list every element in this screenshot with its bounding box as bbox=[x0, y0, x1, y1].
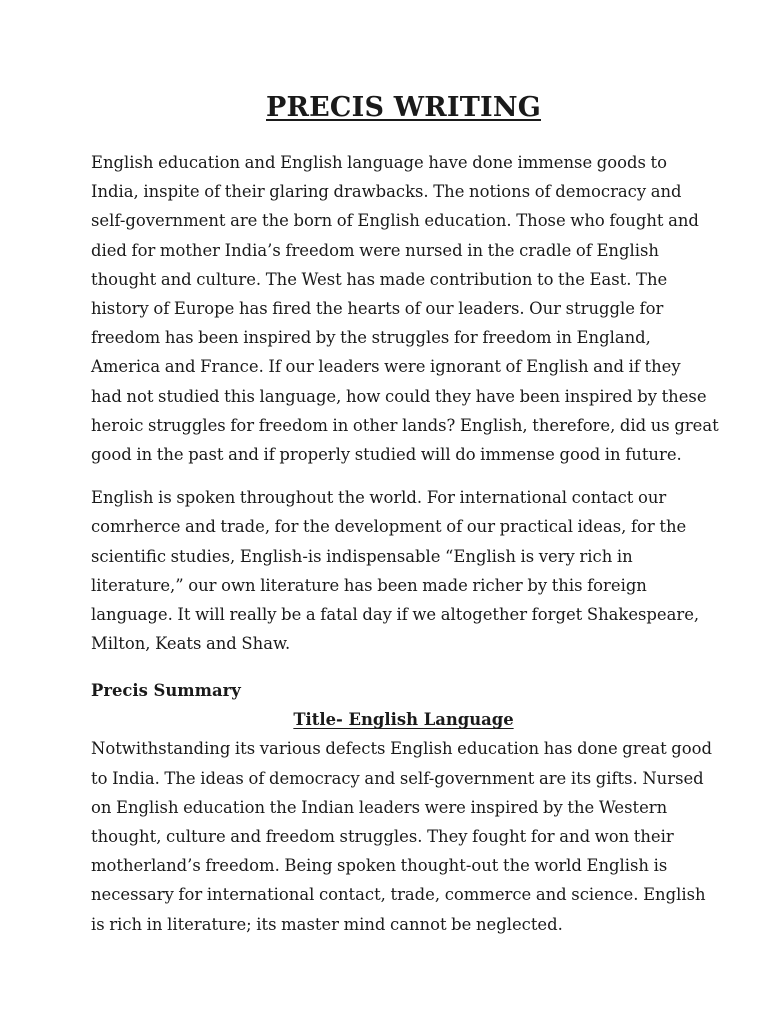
paragraph-line: language. It will really be a fatal day if we altogether forget Shakespeare, bbox=[91, 605, 700, 625]
paragraph-line: heroic struggles for freedom in other lands? English, therefore, did us great bbox=[91, 415, 719, 435]
paragraph-line: is rich in literature; its master mind cannot be neglected. bbox=[91, 914, 563, 934]
paragraph-line: good in the past and if properly studied will do immense good in future. bbox=[91, 445, 682, 465]
paragraph-line: India, inspite of their glaring drawbacks. The notions of democracy and bbox=[91, 182, 682, 202]
document-title: PRECIS WRITING bbox=[266, 92, 541, 123]
paragraph-line: on English education the Indian leaders were inspired by the Western bbox=[91, 797, 668, 817]
paragraph-line: Notwithstanding its various defects English education has done great good bbox=[91, 739, 713, 759]
paragraph-line: self-government are the born of English education. Those who fought and bbox=[91, 211, 699, 231]
paragraph-line: to India. The ideas of democracy and self-government are its gifts. Nursed bbox=[91, 768, 704, 788]
paragraph-line: thought, culture and freedom struggles. They fought for and won their bbox=[91, 827, 674, 847]
summary-title: Title- English Language bbox=[293, 710, 514, 730]
summary-heading: Precis Summary bbox=[91, 681, 241, 701]
paragraph-line: motherland’s freedom. Being spoken thought-out the world English is bbox=[91, 856, 668, 876]
paragraph-line: English is spoken throughout the world. For international contact our bbox=[91, 488, 667, 508]
paragraph-line: comrherce and trade, for the development of our practical ideas, for the bbox=[91, 517, 687, 537]
paragraph-line: America and France. If our leaders were ignorant of English and if they bbox=[91, 357, 681, 377]
paragraph-line: had not studied this language, how could they have been inspired by these bbox=[91, 386, 707, 406]
paragraph-line: history of Europe has fired the hearts of our leaders. Our struggle for bbox=[91, 299, 664, 319]
paragraph-1 bbox=[91, 148, 719, 469]
paragraph-2 bbox=[91, 483, 716, 658]
paragraph-line: freedom has been inspired by the struggles for freedom in England, bbox=[91, 328, 651, 348]
paragraph-line: literature,” our own literature has been made richer by this foreign bbox=[91, 575, 647, 595]
paragraph-line: died for mother India’s freedom were nursed in the cradle of English bbox=[91, 240, 659, 260]
paragraph-line: English education and English language have done immense goods to bbox=[91, 153, 667, 172]
summary-paragraph bbox=[91, 734, 716, 938]
document-page bbox=[91, 90, 719, 953]
paragraph-line: necessary for international contact, trade, commerce and science. English bbox=[91, 885, 706, 905]
paragraph-line: Milton, Keats and Shaw. bbox=[91, 634, 291, 654]
paragraph-line: thought and culture. The West has made contribution to the East. The bbox=[91, 269, 668, 289]
paragraph-line: scientific studies, English-is indispensable “English is very rich in bbox=[91, 546, 633, 566]
